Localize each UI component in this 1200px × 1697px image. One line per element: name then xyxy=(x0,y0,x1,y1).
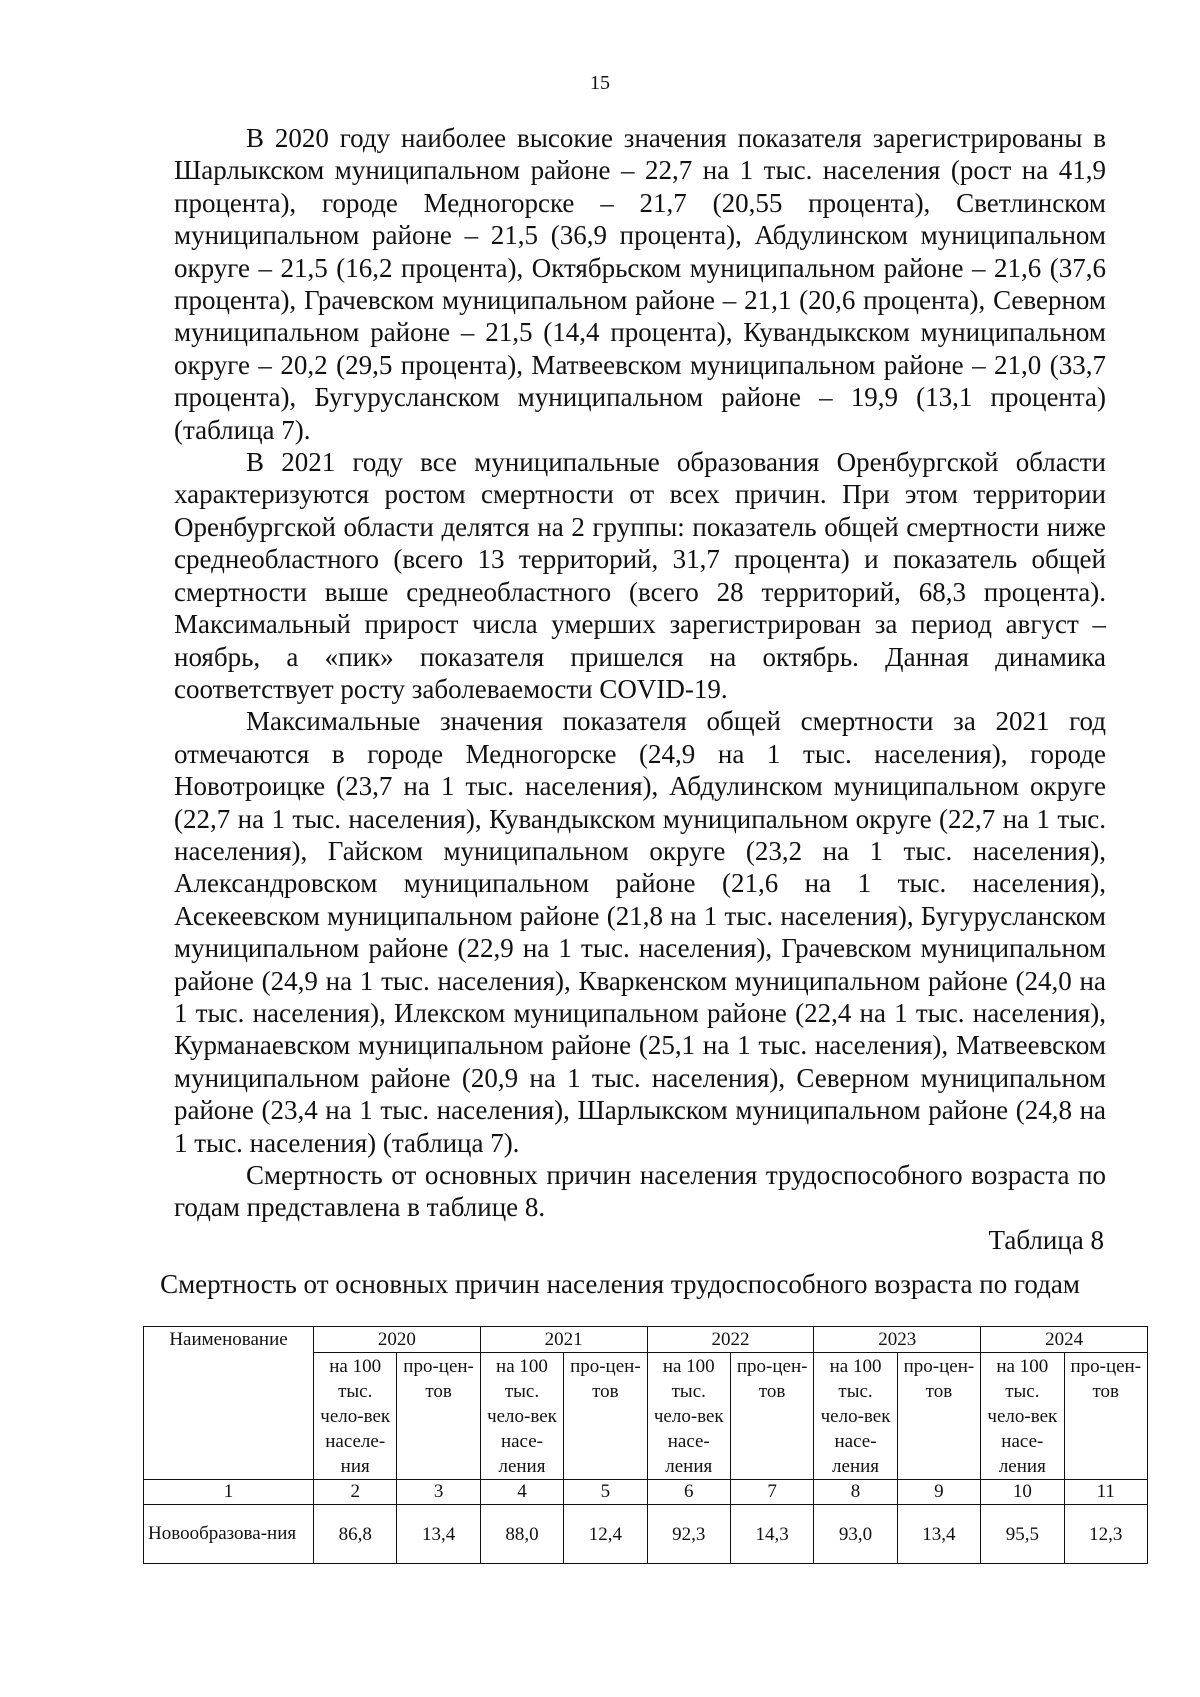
year-header-row xyxy=(144,1327,1148,1353)
row-name: Новообразова-ния xyxy=(144,1505,314,1564)
page-number: 15 xyxy=(590,72,610,94)
unit-header: про-цен-тов xyxy=(897,1353,980,1480)
table-cell: 93,0 xyxy=(814,1505,897,1564)
year-header: 2023 xyxy=(814,1327,981,1353)
paragraph: В 2020 году наиболее высокие значения показателя зарегистрированы в Шарлыкском муниципальном районе – 22,7 на 1 тыс. населения (рост на 41,9 процента), городе Медногорске – 21,7 (20,55 процента), Светлинском муниципальном районе – 21,5 (36,9 процента), Абдулинском муниципальном округе – 21,5 (16,2 процента), Октябрьском муниципальном районе – 21,6 (37,6 процента), Грачевском муниципальном районе – 21,1 (20,6 процента), Северном муниципальном районе – 21,5 (14,4 процента), Кувандыкском муниципальном округе – 20,2 (29,5 процента), Матвеевском муниципальном районе – 21,0 (33,7 процента), Бугурусланском муниципальном районе – 19,9 (13,1 процента) (таблица 7). xyxy=(174,123,1106,445)
paragraph: Смертность от основных причин населения трудоспособного возраста по годам представлена в таблице 8. xyxy=(174,1160,1106,1223)
column-number: 11 xyxy=(1064,1480,1147,1505)
table-cell: 92,3 xyxy=(647,1505,730,1564)
unit-header: на 100 тыс. чело-век насе-ления xyxy=(647,1353,730,1480)
table-cell: 95,5 xyxy=(981,1505,1064,1564)
unit-header: про-цен-тов xyxy=(1064,1353,1147,1480)
table-title: Смертность от основных причин населения трудоспособного возраста по годам xyxy=(160,1269,1080,1299)
mortality-table xyxy=(143,1326,1148,1564)
unit-header: на 100 тыс. чело-век насе-ления xyxy=(480,1353,563,1480)
table-cell: 88,0 xyxy=(480,1505,563,1564)
column-number: 7 xyxy=(730,1480,813,1505)
table-cell: 14,3 xyxy=(730,1505,813,1564)
column-number: 3 xyxy=(397,1480,480,1505)
year-header: 2024 xyxy=(981,1327,1148,1353)
column-number: 5 xyxy=(564,1480,647,1505)
column-number: 4 xyxy=(480,1480,563,1505)
mortality-table-container xyxy=(143,1326,1148,1564)
table-cell: 12,3 xyxy=(1064,1505,1147,1564)
column-number: 8 xyxy=(814,1480,897,1505)
table-cell: 86,8 xyxy=(314,1505,397,1564)
paragraph: Максимальные значения показателя общей смертности за 2021 год отмечаются в городе Медногорске (24,9 на 1 тыс. населения), городе Новотроицке (23,7 на 1 тыс. населения), Абдулинском муниципальном округе (22,7 на 1 тыс. населения), Кувандыкском муниципальном округе (22,7 на 1 тыс. населения), Гайском муниципальном округе (23,2 на 1 тыс. населения), Александровском муниципальном районе (21,6 на 1 тыс. населения), Асекеевском муниципальном районе (21,8 на 1 тыс. населения), Бугурусланском муниципальном районе (22,9 на 1 тыс. населения), Грачевском муниципальном районе (24,9 на 1 тыс. населения), Кваркенском муниципальном районе (24,0 на 1 тыс. населения), Илекском муниципальном районе (22,4 на 1 тыс. населения), Курманаевском муниципальном районе (25,1 на 1 тыс. населения), Матвеевском муниципальном районе (20,9 на 1 тыс. населения), Северном муниципальном районе (23,4 на 1 тыс. населения), Шарлыкском муниципальном районе (24,8 на 1 тыс. населения) (таблица 7). xyxy=(174,706,1106,1158)
name-header: Наименование xyxy=(144,1327,314,1480)
document-body xyxy=(174,122,1106,1256)
unit-header: на 100 тыс. чело-век насе-ления xyxy=(814,1353,897,1480)
column-number: 10 xyxy=(981,1480,1064,1505)
column-number: 6 xyxy=(647,1480,730,1505)
column-number: 1 xyxy=(144,1480,314,1505)
table-cell: 12,4 xyxy=(564,1505,647,1564)
column-number: 2 xyxy=(314,1480,397,1505)
table-caption: Таблица 8 xyxy=(988,1224,1104,1255)
year-header: 2020 xyxy=(314,1327,481,1353)
year-header: 2022 xyxy=(647,1327,814,1353)
paragraph: В 2021 году все муниципальные образования Оренбургской области характеризуются ростом смертности от всех причин. При этом территории Оренбургской области делятся на 2 группы: показатель общей смертности ниже среднеобластного (всего 13 территорий, 31,7 процента) и показатель общей смертности выше среднеобластного (всего 28 территорий, 68,3 процента). Максимальный прирост числа умерших зарегистрирован за период август – ноябрь, а «пик» показателя пришелся на октябрь. Данная динамика соответствует росту заболеваемости COVID-19. xyxy=(174,447,1106,704)
unit-header: про-цен-тов xyxy=(397,1353,480,1480)
unit-header: про-цен-тов xyxy=(564,1353,647,1480)
year-header: 2021 xyxy=(480,1327,647,1353)
table-row xyxy=(144,1505,1148,1564)
unit-header: на 100 тыс. чело-век населе-ния xyxy=(314,1353,397,1480)
unit-header: про-цен-тов xyxy=(730,1353,813,1480)
column-number-row xyxy=(144,1480,1148,1505)
unit-header: на 100 тыс. чело-век насе-ления xyxy=(981,1353,1064,1480)
column-number: 9 xyxy=(897,1480,980,1505)
table-cell: 13,4 xyxy=(897,1505,980,1564)
table-cell: 13,4 xyxy=(397,1505,480,1564)
